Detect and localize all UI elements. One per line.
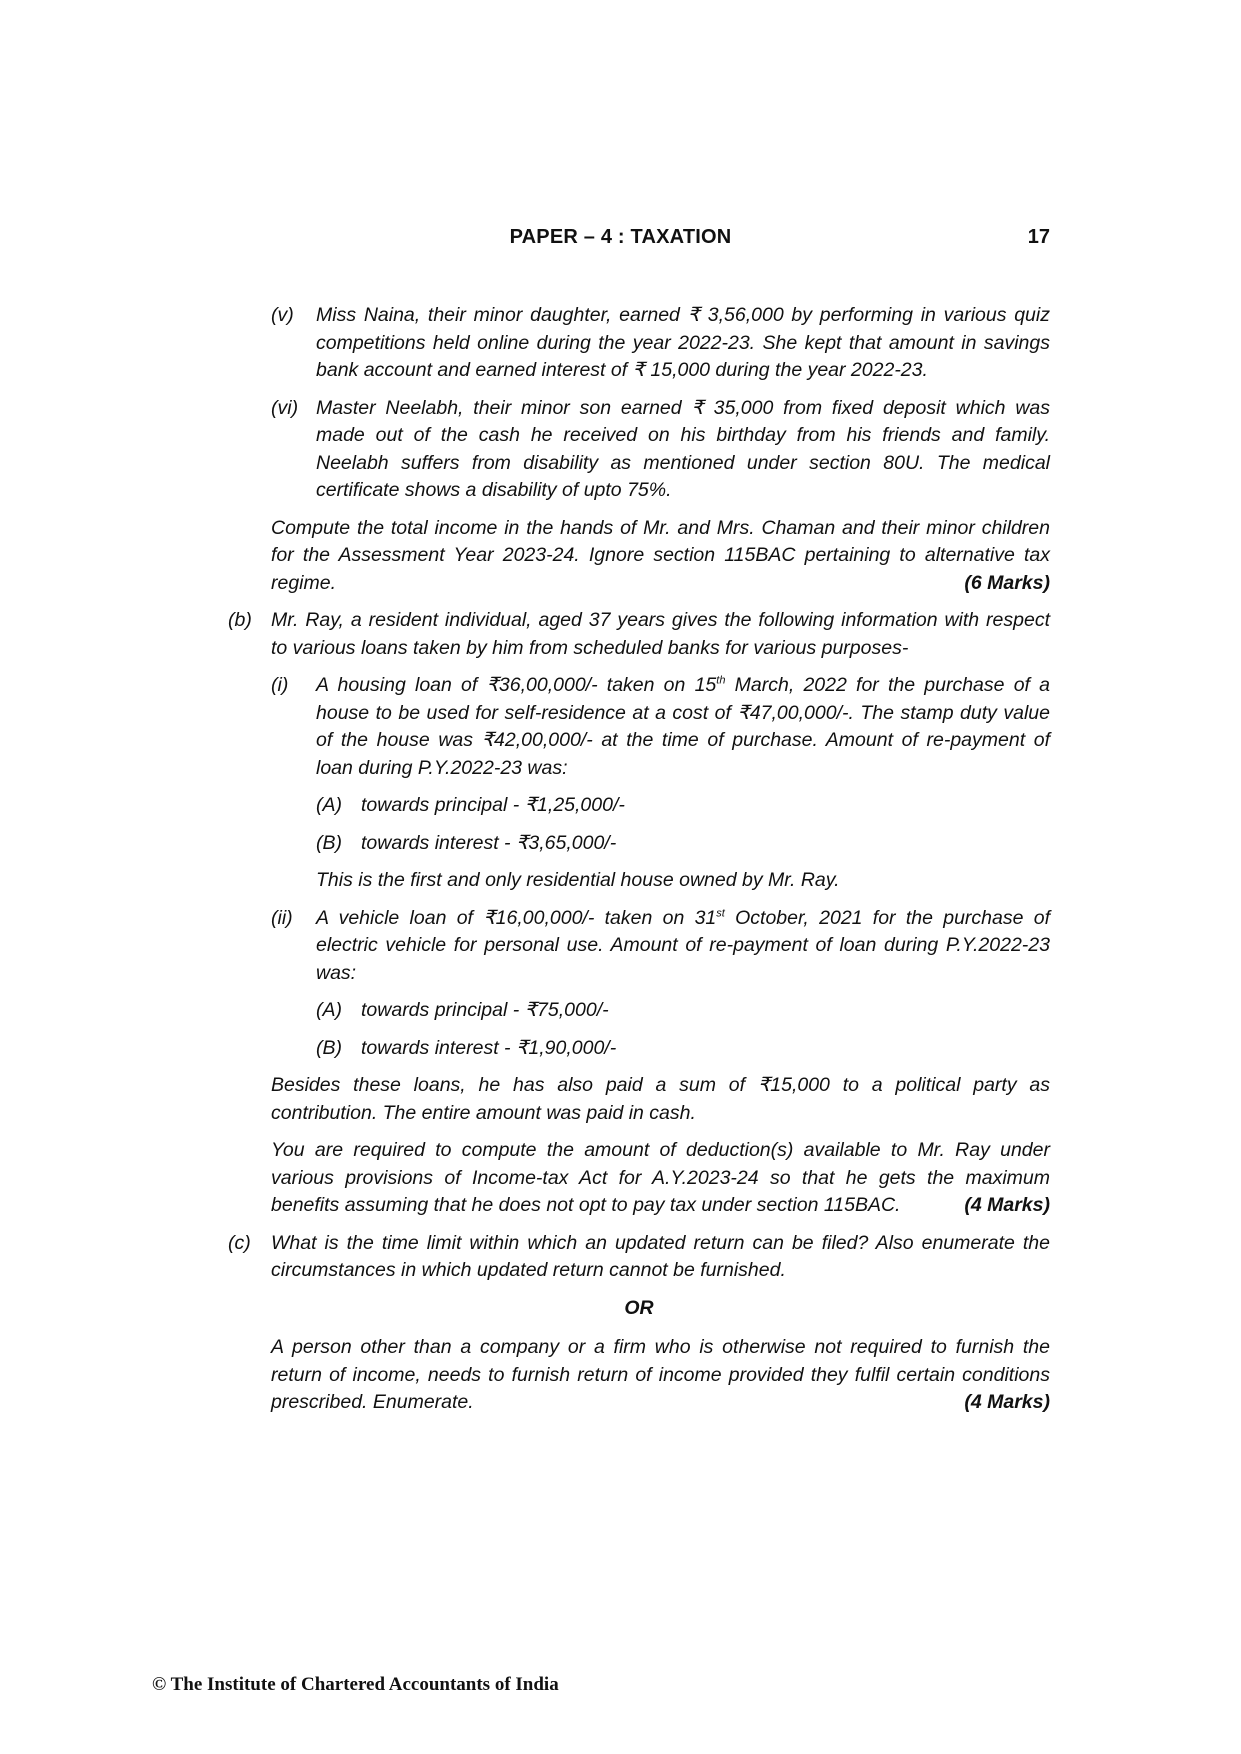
part-b-required — [228, 1137, 1050, 1220]
part-b-ii-b-text: towards interest - ₹1,90,000/- — [361, 1036, 617, 1059]
part-b-ii-text: A vehicle loan of ₹16,00,000/- taken on 31st October, 2021 for the purchase of electric vehicle for personal use. Amount of re-payment of loan during P.Y.2022-23 was: — [316, 906, 1051, 984]
item-v — [228, 302, 1050, 385]
part-c-alt-text: A person other than a company or a firm who is otherwise not required to furnish the return of income, needs to furnish return of income provided they fulfil certain conditions prescribed. Enumerate. — [271, 1336, 1050, 1413]
part-b-label: (b) — [228, 609, 252, 631]
part-c-alt — [228, 1334, 1050, 1417]
part-b-i-a — [228, 792, 1050, 820]
part-c-text: What is the time limit within which an updated return can be filed? Also enumerate the circumstances in which updated return cannot be furnished. — [271, 1231, 1050, 1281]
part-b-required-text: You are required to compute the amount of deduction(s) available to Mr. Ray under various provisions of Income-tax Act for A.Y.2023-24 so that he gets the maximum benefits assuming that he does not opt to pay tax under section 115BAC. — [271, 1139, 1050, 1216]
part-b-ii-a-label: (A) — [316, 999, 342, 1021]
part-b-i-b — [228, 830, 1050, 858]
part-b-intro: Mr. Ray, a resident individual, aged 37 years gives the following information with respect to various loans taken by him from scheduled banks for various purposes- — [271, 609, 1050, 659]
part-b-i-label: (i) — [271, 674, 289, 696]
marks-a: (6 Marks) — [964, 571, 1050, 594]
part-b-ii-b-label: (B) — [316, 1036, 342, 1059]
part-b-ii — [228, 905, 1050, 988]
or-separator: OR — [624, 1296, 654, 1319]
part-c-label: (c) — [228, 1231, 251, 1254]
page-header-title: PAPER – 4 : TAXATION — [509, 226, 732, 248]
marks-c: (4 Marks) — [964, 1391, 1050, 1413]
item-v-label: (v) — [271, 304, 294, 326]
item-vi-text: Master Neelabh, their minor son earned ₹ 35,000 from fixed deposit which was made out of the cash he received on his birthday from his friends and family. Neelabh suffers from disability as mentioned under section 80U. The medical certificate shows a disability of upto 75%. — [316, 396, 1050, 501]
part-b-ii-b — [228, 1035, 1050, 1063]
part-b-i-b-text: towards interest - ₹3,65,000/- — [361, 831, 617, 854]
page-number: 17 — [1027, 226, 1050, 248]
question-content — [228, 302, 1050, 1427]
part-c — [228, 1230, 1050, 1285]
footer-copyright: © The Institute of Chartered Accountants of India — [152, 1674, 559, 1695]
compute-instruction-a — [228, 515, 1050, 598]
part-b-i-a-label: (A) — [316, 794, 342, 816]
part-b-i — [228, 672, 1050, 782]
item-v-text: Miss Naina, their minor daughter, earned ₹ 3,56,000 by performing in various quiz competitions held online during the year 2022-23. She kept that amount in savings bank account and earned interest of ₹ 15,000 during the year 2022-23. — [316, 304, 1050, 381]
part-b-ii-label: (ii) — [271, 906, 293, 929]
compute-a-text: Compute the total income in the hands of Mr. and Mrs. Chaman and their minor children for the Assessment Year 2023-24. Ignore section 115BAC pertaining to alternative tax regime. — [271, 516, 1050, 594]
marks-b: (4 Marks) — [964, 1194, 1050, 1216]
part-b-ii-a — [228, 997, 1050, 1025]
part-b-i-a-text: towards principal - ₹1,25,000/- — [361, 794, 625, 816]
part-b-i-note: This is the first and only residential house owned by Mr. Ray. — [316, 869, 840, 891]
part-b-i-b-label: (B) — [316, 831, 342, 854]
part-b-ii-a-text: towards principal - ₹75,000/- — [361, 999, 609, 1021]
item-vi-label: (vi) — [271, 396, 299, 419]
part-b-i-text: A housing loan of ₹36,00,000/- taken on 15th March, 2022 for the purchase of a house to be used for self-residence at a cost of ₹47,00,000/-. The stamp duty value of the house was ₹42,00,000/- at the time of purchase. Amount of re-payment of loan during P.Y.2022-23 was: — [316, 674, 1051, 779]
item-vi — [228, 395, 1050, 505]
part-b-besides: Besides these loans, he has also paid a sum of ₹15,000 to a political party as contribution. The entire amount was paid in cash. — [271, 1074, 1050, 1124]
part-b — [228, 607, 1050, 662]
